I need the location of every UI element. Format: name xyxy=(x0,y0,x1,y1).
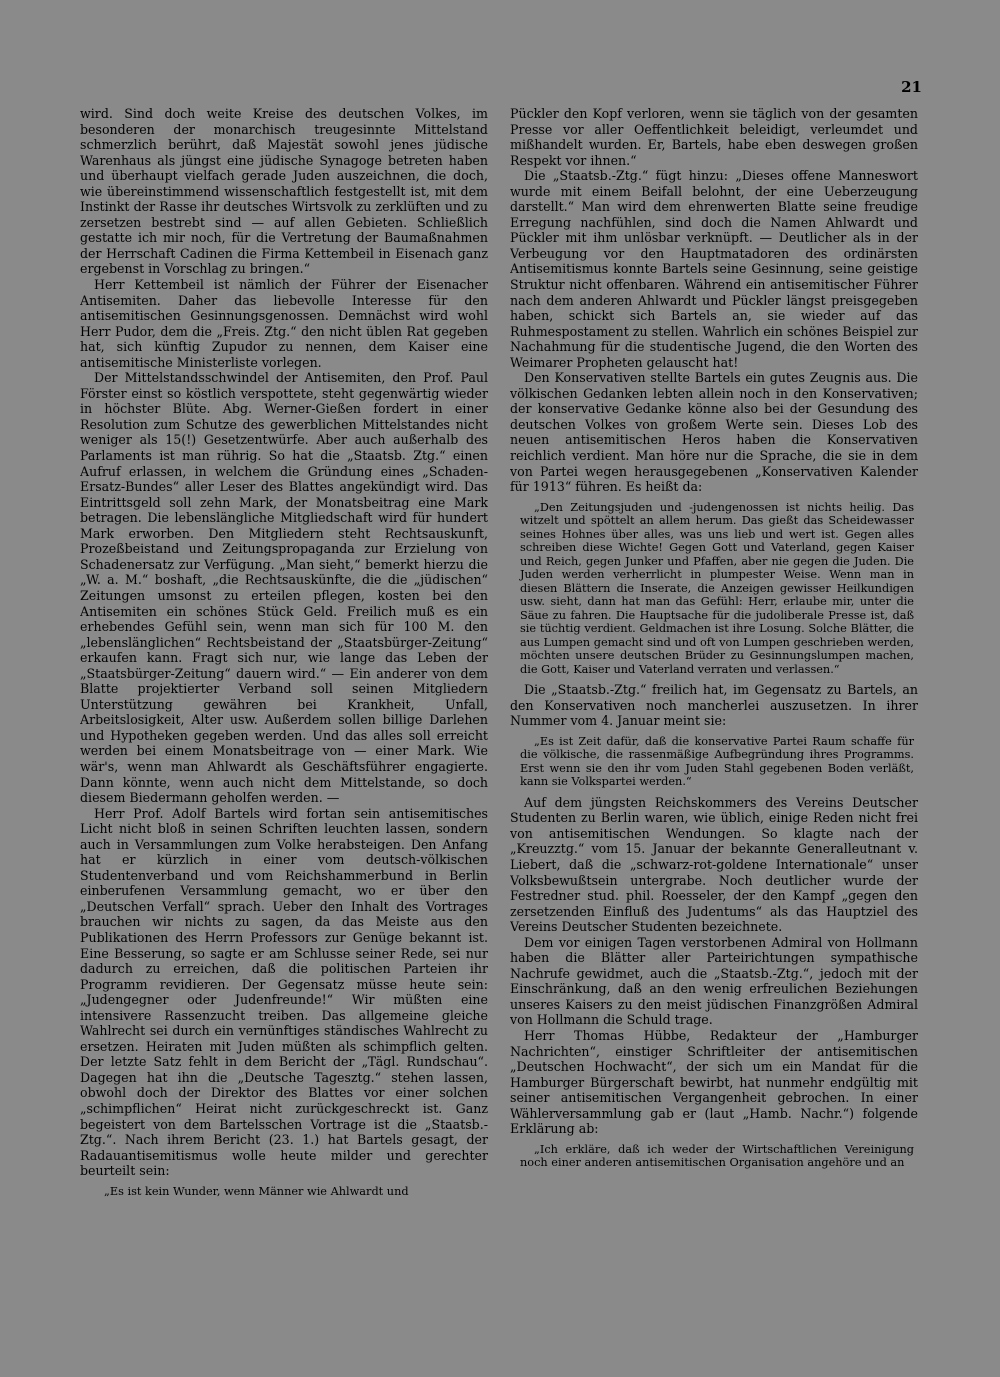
quote-paragraph: „Es ist Zeit dafür, daß die konservative Partei Raum schaffe für die völkische, die rassenmäßige Aufbegründung ihres Programms. Erst wenn sie den ihr vom Juden Stahl gegebenen Boden verläßt, kann sie Volkspartei werden.“ xyxy=(520,734,914,789)
left-column xyxy=(80,106,488,1346)
paragraph: Herr Prof. Adolf Bartels wird fortan sein antisemitisches Licht nicht bloß in seinen Schriften leuchten lassen, sondern auch in Versammlungen zum Volke herabsteigen. Den Anfang hat er kürzlich in einer vom deutsch-völkischen Studentenverband und vom Reichshammerbund in Berlin einberufenen Versammlung gemacht, wo er über den „Deutschen Verfall“ sprach. Ueber den Inhalt des Vortrages brauchen wir nichts zu sagen, da das Meiste aus den Publikationen des Herrn Professors zur Genüge bekannt ist. Eine Besserung, so sagte er am Schlusse seiner Rede, sei nur dadurch zu erreichen, daß die politischen Parteien ihr Programm revidieren. Der Gegensatz müsse heute sein: „Judengegner oder Judenfreunde!“ Wir müßten eine intensivere Rassenzucht treiben. Das allgemeine gleiche Wahlrecht sei durch ein vernünftiges ständisches Wahlrecht zu ersetzen. Heiraten mit Juden müßten als schimpflich gelten. Der letzte Satz fehlt in dem Bericht der „Tägl. Rundschau“. Dagegen hat ihn die „Deutsche Tagesztg.“ stehen lassen, obwohl doch der Direktor des Blattes vor einer solchen „schimpflichen“ Heirat nicht zurückgeschreckt ist. Ganz begeistert von dem Bartelsschen Vortrage ist die „Staatsb.-Ztg.“. Nach ihrem Bericht (23. 1.) hat Bartels gesagt, der Radauantisemitismus wolle heute milder und gerechter beurteilt sein: xyxy=(80,805,488,1179)
paragraph: Der Mittelstandsschwindel der Antisemiten, den Prof. Paul Förster einst so köstlich verspottete, steht gegenwärtig wieder in höchster Blüte. Abg. Werner-Gießen fordert in einer Resolution zum Schutze des gewerblichen Mittelstandes nicht weniger als 15(!) Gesetzentwürfe. Aber auch außerhalb des Parlaments ist man rührig. So hat die „Staatsb. Ztg.“ einen Aufruf erlassen, in welchem die Gründung eines „Schaden-Ersatz-Bundes“ aller Leser des Blattes angekündigt wird. Das Eintrittsgeld soll zehn Mark, der Monatsbeitrag eine Mark betragen. Die lebenslängliche Mitgliedschaft wird für hundert Mark erworben. Den Mitgliedern steht Rechtsauskunft, Prozeßbeistand und Zeitungspropaganda zur Erzielung von Schadenersatz zur Verfügung. „Man sieht,“ bemerkt hierzu die „W. a. M.“ boshaft, „die Rechtsauskünfte, die die „jüdischen“ Zeitungen umsonst zu erteilen pflegen, kosten bei den Antisemiten ein schönes Stück Geld. Freilich muß es ein erhebendes Gefühl sein, wenn man sich für 100 M. den „lebenslänglichen“ Rechtsbeistand der „Staatsbürger-Zeitung“ erkaufen kann. Fragt sich nur, wie lange das Leben der „Staatsbürger-Zeitung“ dauern wird.“ — Ein anderer von dem Blatte projektierter Verband soll seinen Mitgliedern Unterstützung gewähren bei Krankheit, Unfall, Arbeitslosigkeit, Alter usw. Außerdem sollen billige Darlehen und Hypotheken gegeben werden. Und das alles soll erreicht werden bei einem Monatsbeitrage von — einer Mark. Wie wär's, wenn man Ahlwardt als Geschäftsführer engagierte. Dann könnte, wenn auch nicht dem Mittelstande, so doch diesem Biedermann geholfen werden. — xyxy=(80,370,488,806)
paragraph: Herr Thomas Hübbe, Redakteur der „Hamburger Nachrichten“, einstiger Schriftleiter der antisemitischen „Deutschen Hochwacht“, der sich um ein Mandat für die Hamburger Bürgerschaft bewirbt, hat nunmehr endgültig mit seiner antisemitischen Vergangenheit gebrochen. In einer Wählerversammlung gab er (laut „Hamb. Nachr.“) folgende Erklärung ab: xyxy=(510,1028,918,1137)
paragraph: Dem vor einigen Tagen verstorbenen Admiral von Hollmann haben die Blätter aller Parteirichtungen sympathische Nachrufe gewidmet, auch die „Staatsb.-Ztg.“, jedoch mit der Einschränkung, daß an den wenig erfreulichen Beziehungen unseres Kaisers zu den meist jüdischen Finanzgrößen Admiral von Hollmann die Schuld trage. xyxy=(510,934,918,1028)
quote-paragraph: „Den Zeitungsjuden und -judengenossen ist nichts heilig. Das witzelt und spöttelt an allem herum. Das gießt das Scheidewasser seines Hohnes über alles, was uns lieb und wert ist. Gegen alles schreiben diese Wichte! Gegen Gott und Vaterland, gegen Kaiser und Reich, gegen Junker und Pfaffen, aber nie gegen die Juden. Die Juden werden verherrlicht in plumpester Weise. Wenn man in diesen Blättern die Inserate, die Anzeigen gewisser Heilkundigen usw. sieht, dann hat man das Gefühl: Herr, erlaube mir, unter die Säue zu fahren. Die Hauptsache für die judoliberale Presse ist, daß sie tüchtig verdient. Geldmachen ist ihre Losung. Solche Blätter, die aus Lumpen gemacht sind und oft von Lumpen geschrieben werden, möchten unsere deutschen Brüder zu Gesinnungslumpen machen, die Gott, Kaiser und Vaterland verraten und verlassen.“ xyxy=(520,500,914,676)
quote-paragraph: „Es ist kein Wunder, wenn Männer wie Ahlwardt und xyxy=(104,1184,409,1198)
paragraph: Die „Staatsb.-Ztg.“ freilich hat, im Gegensatz zu Bartels, an den Konservativen noch mancherlei auszusetzen. In ihrer Nummer vom 4. Januar meint sie: xyxy=(510,682,918,729)
right-column xyxy=(510,106,918,1346)
page-number: 21 xyxy=(901,78,922,96)
paragraph: Herr Kettembeil ist nämlich der Führer der Eisenacher Antisemiten. Daher das liebevolle Interesse für den antisemitischen Gesinnungsgenossen. Demnächst wird wohl Herr Pudor, dem die „Freis. Ztg.“ den nicht üblen Rat gegeben hat, sich künftig Zupudor zu nennen, dem Kaiser eine antisemitische Ministerliste vorlegen. xyxy=(80,277,488,370)
paragraph: Den Konservativen stellte Bartels ein gutes Zeugnis aus. Die völkischen Gedanken lebten allein noch in den Konservativen; der konservative Gedanke könne also bei der Gesundung des deutschen Volkes von großem Werte sein. Dieses Lob des neuen antisemitischen Heros haben die Konservativen reichlich verdient. Man höre nur die Sprache, die sie in dem von Partei wegen herausgegebenen „Konservativen Kalender für 1913“ führen. Es heißt da: xyxy=(510,370,918,495)
paragraph: Die „Staatsb.-Ztg.“ fügt hinzu: „Dieses offene Manneswort wurde mit einem Beifall belohnt, der eine Ueberzeugung darstellt.“ Man wird dem ehrenwerten Blatte seine freudige Erregung nachfühlen, sind doch die Namen Ahlwardt und Pückler mit ihm unlösbar verknüpft. — Deutlicher als in der Verbeugung vor den Hauptmatadoren des ordinärsten Antisemitismus konnte Bartels seine Gesinnung, seine geistige Struktur nicht offenbaren. Während ein antisemitischer Führer nach dem anderen Ahlwardt und Pückler längst preisgegeben haben, schickt sich Bartels an, sie wieder auf das Ruhmespostament zu stellen. Wahrlich ein schönes Beispiel zur Nachahmung für die studentische Jugend, die den Worten des Weimarer Propheten gelauscht hat! xyxy=(510,168,918,370)
paragraph: Auf dem jüngsten Reichskommers des Vereins Deutscher Studenten zu Berlin waren, wie üblich, einige Reden nicht frei von antisemitischen Wendungen. So klagte nach der „Kreuzztg.“ vom 15. Januar der bekannte Generalleutnant v. Liebert, daß die „schwarz-rot-goldene Internationale“ unser Volksbewußtsein untergrabe. Noch deutlicher wurde der Festredner stud. phil. Roesseler, der den Kampf „gegen den zersetzenden Einfluß des Judentums“ als das Hauptziel des Vereins Deutscher Studenten bezeichnete. xyxy=(510,794,918,935)
paragraph: Pückler den Kopf verloren, wenn sie täglich von der gesamten Presse vor aller Oeffentlichkeit beleidigt, verleumdet und mißhandelt wurden. Er, Bartels, habe eben deswegen großen Respekt vor ihnen.“ xyxy=(510,106,918,168)
paragraph: wird. Sind doch weite Kreise des deutschen Volkes, im besonderen der monarchisch treugesinnte Mittelstand schmerzlich berührt, daß Majestät sowohl jenes jüdische Warenhaus als jüngst eine jüdische Synagoge betreten haben und überhaupt vielfach gerade Juden auszeichnen, die doch, wie übereinstimmend wissenschaftlich festgestellt ist, mit dem Instinkt der Rasse ihr deutsches Wirtsvolk zu zerklüften und zu zersetzen bestrebt sind — auf allen Gebieten. Schließlich gestatte ich mir noch, für die Vertretung der Baumaßnahmen der Herrschaft Cadinen die Firma Kettembeil in Eisenach ganz ergebenst in Vorschlag zu bringen.“ xyxy=(80,106,488,277)
quote-paragraph: „Ich erkläre, daß ich weder der Wirtschaftlichen Vereinigung noch einer anderen antisemitischen Organisation angehöre und an xyxy=(520,1142,914,1170)
